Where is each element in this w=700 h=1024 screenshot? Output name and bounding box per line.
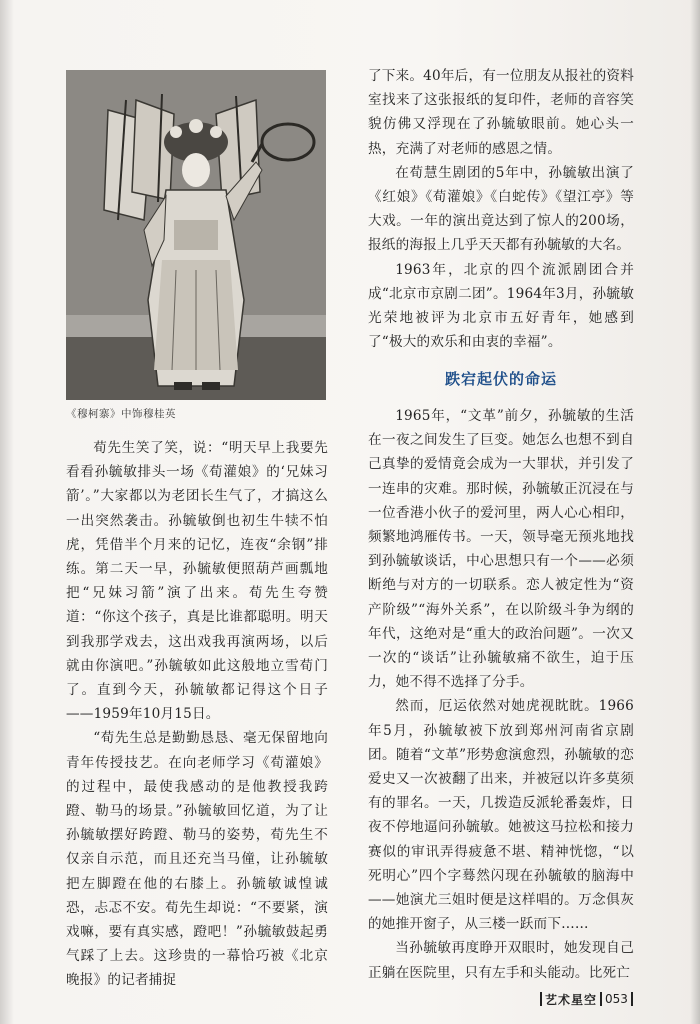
paragraph: 然而，厄运依然对她虎视眈眈。1966年5月，孙毓敏被下放到郑州河南省京剧团。随着“文革”形势愈演愈烈，孙毓敏的恋爱史又一次被翻了出来，并被冠以许多莫须有的罪名。一天，几拨造反派轮番轰炸，日夜不停地逼问孙毓敏。她被这马拉松和接力赛似的审讯弄得疲惫不堪、精神恍惚，“以死明心”四个字蓦然闪现在孙毓敏的脑海中——她演尤三姐时便是这样唱的。万念俱灰的她推开窗子，从三楼一跃而下…… bbox=[368, 698, 634, 933]
page-footer bbox=[540, 988, 633, 1010]
paragraph: 在荀慧生剧团的5年中，孙毓敏出演了《红娘》《荀灌娘》《白蛇传》《望江亭》等大戏。一年的演出竟达到了惊人的200场，报纸的海报上几乎天天都有孙毓敏的大名。 bbox=[368, 164, 634, 254]
section-heading: 跌宕起伏的命运 bbox=[444, 370, 557, 388]
paragraph: 1965年，“文革”前夕，孙毓敏的生活在一夜之间发生了巨变。她怎么也想不到自己真挚的爱情竟会成为一大罪状，并引发了一连串的灾难。那时候，孙毓敏正沉浸在与一位香港小伙子的爱河里，两人心心相印，频繁地鸿雁传书。一天，领导毫无预兆地找到孙毓敏谈话，中心思想只有一个——必须断绝与对方的一切联系。恋人被定性为“资产阶级”“海外关系”，在以阶级斗争为纲的年代，这绝对是“重大的政治问题”。一次又一次的“谈话”让孙毓敏痛不欲生，迫于压力，她不得不选择了分手。 bbox=[368, 408, 634, 691]
page-edge-shadow bbox=[690, 0, 700, 1024]
footer-divider bbox=[631, 992, 633, 1006]
paragraph: “荀先生总是勤勤恳恳、毫无保留地向青年传授技艺。在向老师学习《荀灌娘》的过程中，最使我感动的是他教授我跨蹬、勒马的场景。”孙毓敏回忆道，为了让孙毓敏摆好跨蹬、勒马的姿势，荀先生不仅亲自示范，而且还充当马僮，让孙毓敏把左脚蹬在他的右膝上。孙毓敏诚惶诚恐，忐忑不安。荀先生却说：“不要紧，演戏嘛，要有真实感，蹬吧！”孙毓敏鼓起勇气踩了上去。这珍贵的一幕恰巧被《北京晚报》的记者捕捉 bbox=[66, 730, 328, 989]
page-number: 053 bbox=[605, 992, 628, 1006]
magazine-name: 艺术星空 bbox=[545, 992, 598, 1007]
spine-shadow bbox=[0, 0, 14, 1024]
paragraph: 当孙毓敏再度睁开双眼时，她发现自己正躺在医院里，只有左手和头能动。比死亡 bbox=[368, 940, 634, 981]
paragraph: 1963年，北京的四个流派剧团合并成“北京市京剧二团”。1964年3月，孙毓敏光荣地被评为北京市五好青年，她感到了“极大的欢乐和由衷的幸福”。 bbox=[368, 261, 634, 351]
right-column-top bbox=[368, 64, 634, 354]
photo-caption: 《穆柯寨》中饰穆桂英 bbox=[66, 408, 176, 420]
footer-divider bbox=[600, 992, 602, 1006]
opera-costume-illustration bbox=[66, 70, 326, 400]
footer-divider bbox=[540, 992, 542, 1006]
paragraph: 荀先生笑了笑，说：“明天早上我要先看看孙毓敏排头一场《荀灌娘》的‘兄妹习箭’。”大家都以为老团长生气了，才搞这么一出突然袭击。孙毓敏倒也初生牛犊不怕虎，凭借半个月来的记忆，连夜“余钢”排练。第二天一早，孙毓敏便照葫芦画瓢地把“兄妹习箭”演了出来。荀先生夸赞道：“你这个孩子，真是比谁都聪明。明天到我那学戏去，这出戏我再演两场，以后就由你演吧。”孙毓敏如此这般地立雪荀门了。直到今天，孙毓敏都记得这个日子——1959年10月15日。 bbox=[66, 440, 328, 723]
opera-performer-photo bbox=[66, 70, 326, 400]
right-column-bottom bbox=[368, 404, 634, 985]
paragraph: 了下来。40年后，有一位朋友从报社的资料室找来了这张报纸的复印件，老师的音容笑貌仿佛又浮现在了孙毓敏眼前。她心头一热，充满了对老师的感恩之情。 bbox=[368, 68, 634, 157]
left-column bbox=[66, 436, 328, 993]
